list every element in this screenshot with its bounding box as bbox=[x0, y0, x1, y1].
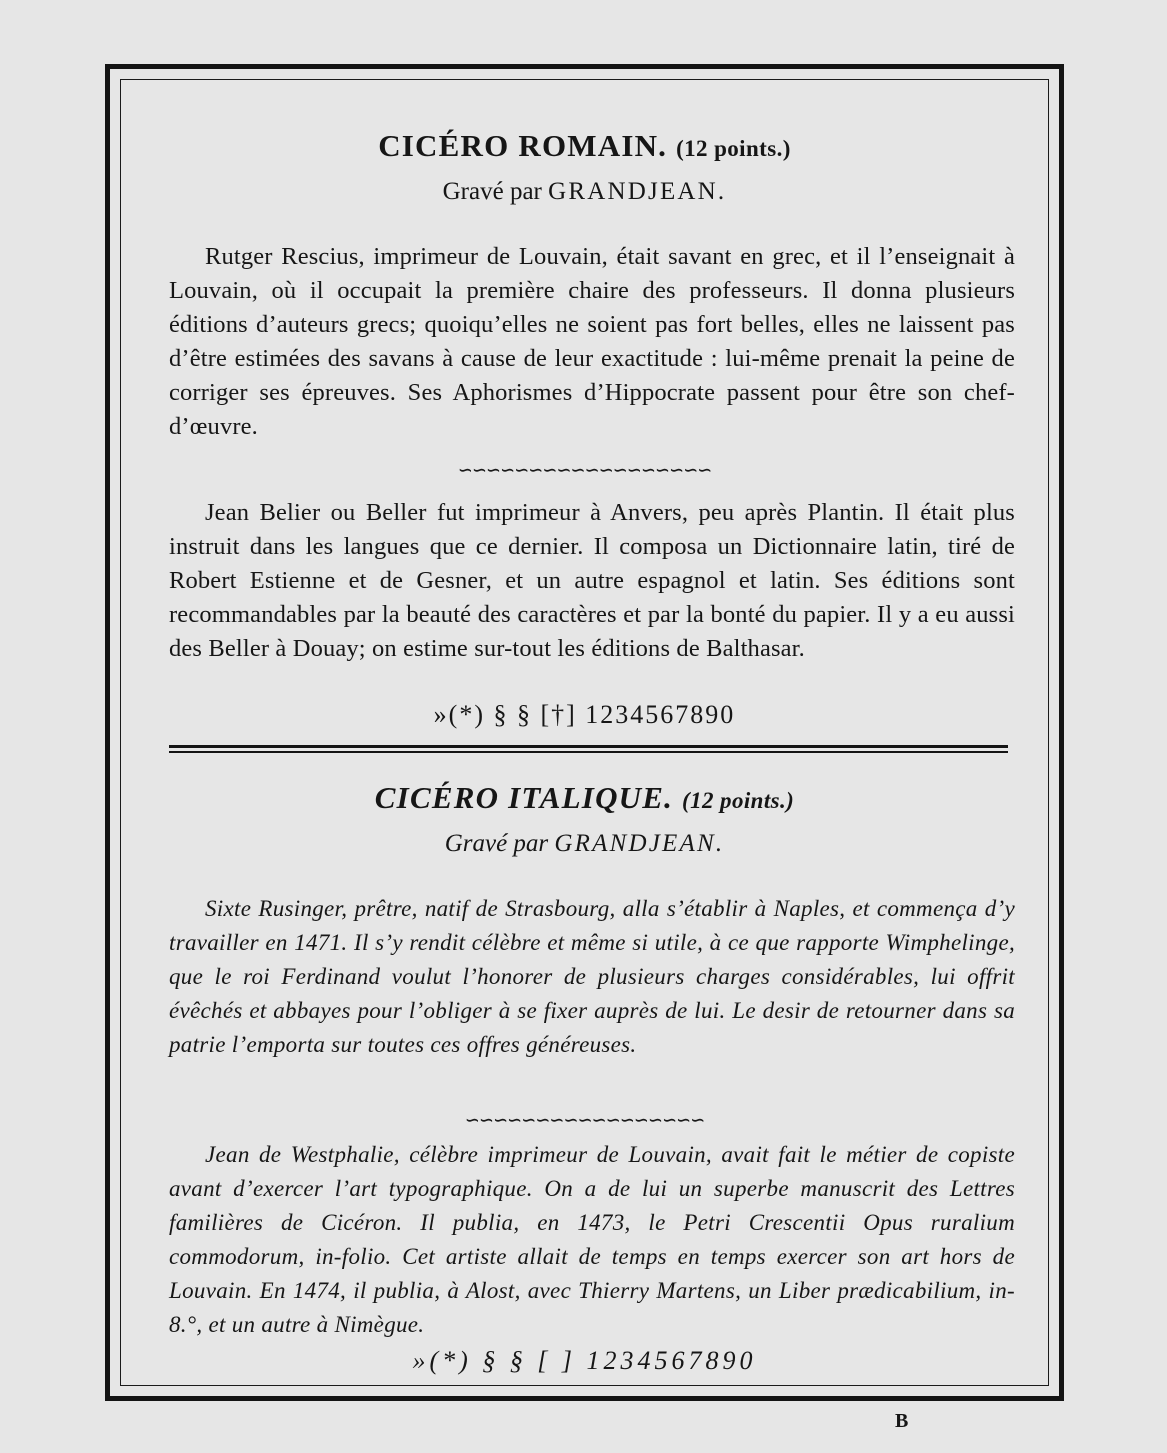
roman-engraver-name: GRANDJEAN. bbox=[548, 178, 727, 205]
divider-thin-rule bbox=[169, 751, 1008, 753]
section-divider-rule bbox=[169, 745, 1008, 753]
roman-paragraph-rescius: Rutger Rescius, imprimeur de Louvain, était savant en grec, et il l’enseignait à Louvain, où il occupait la première chaire des professeurs. Il donna plusieurs éditions d’auteurs grecs; quoiqu’elles ne soient pas fort belles, elles ne laissent pas d’être estimées des savans à cause de leur exactitude : lui-même prenait la peine de corriger ses épreuves. Ses Aphorismes d’Hippocrate passent pour être son chef-d’œuvre. bbox=[169, 243, 1015, 440]
roman-title bbox=[121, 128, 1048, 167]
italic-engraver-line bbox=[121, 829, 1048, 859]
italic-points: (12 points.) bbox=[682, 788, 795, 813]
italic-engraved-by: Gravé par bbox=[444, 830, 549, 857]
page-signature-mark: B bbox=[895, 1410, 910, 1432]
italic-specimen-section bbox=[121, 780, 1048, 1375]
italic-ornament-divider: ∽∽∽∽∽∽∽∽∽∽∽∽∽∽∽∽∽ bbox=[464, 1110, 705, 1130]
roman-engraver-line bbox=[121, 177, 1048, 207]
italic-title bbox=[121, 780, 1048, 819]
roman-paragraph-belier: Jean Belier ou Beller fut imprimeur à Anvers, peu après Plantin. Il était plus instruit dans les langues que ce dernier. Il composa un Dictionnaire latin, tiré de Robert Estienne et de Gesner, et un autre espagnol et latin. Ses éditions sont recommandables par la beauté des caractères et par la bonté du papier. Il y a eu aussi des Beller à Douay; on estime sur-tout les éditions de Balthasar. bbox=[169, 499, 1015, 662]
italic-figures-line: »(*) § § [ ] 1234567890 bbox=[412, 1346, 757, 1375]
roman-ornament-divider: ∽∽∽∽∽∽∽∽∽∽∽∽∽∽∽∽∽∽ bbox=[457, 460, 712, 480]
roman-points: (12 points.) bbox=[676, 136, 791, 161]
roman-figures-line: »(*) § § [†] 1234567890 bbox=[433, 700, 736, 729]
italic-paragraph-rusinger: Sixte Rusinger, prêtre, natif de Strasbourg, alla s’établir à Naples, et commença d’y travailler en 1471. Il s’y rendit célèbre et même si utile, à ce que rapporte Wimphelinge, que le roi Ferdinand voulut l’honorer de plusieurs charges considérables, lui offrit évêchés et abbayes pour l’obliger à se fixer auprès de lui. Le desir de retourner dans sa patrie l’emporta sur toutes ces offres généreuses. bbox=[169, 896, 1015, 1057]
roman-engraved-by: Gravé par bbox=[442, 178, 542, 205]
page-border-outer bbox=[105, 64, 1064, 1401]
roman-specimen-section bbox=[121, 128, 1048, 729]
roman-title-text: CICÉRO ROMAIN. bbox=[378, 128, 668, 163]
italic-paragraph-westphalie: Jean de Westphalie, célèbre imprimeur de Louvain, avait fait le métier de copiste avant d’exercer l’art typographique. On a de lui un superbe manuscrit des Lettres familières de Cicéron. Il publia, en 1473, le Petri Crescentii Opus ruralium commodorum, in-folio. Cet artiste allait de temps en temps exercer son art hors de Louvain. En 1474, il publia, à Alost, avec Thierry Martens, un Liber prædicabilium, in-8.°, et un autre à Nimègue. bbox=[169, 1142, 1015, 1337]
page-border-inner bbox=[120, 79, 1049, 1386]
italic-engraver-name: GRANDJEAN. bbox=[554, 830, 725, 857]
divider-thick-rule bbox=[169, 745, 1008, 748]
italic-title-text: CICÉRO ITALIQUE. bbox=[374, 780, 674, 815]
